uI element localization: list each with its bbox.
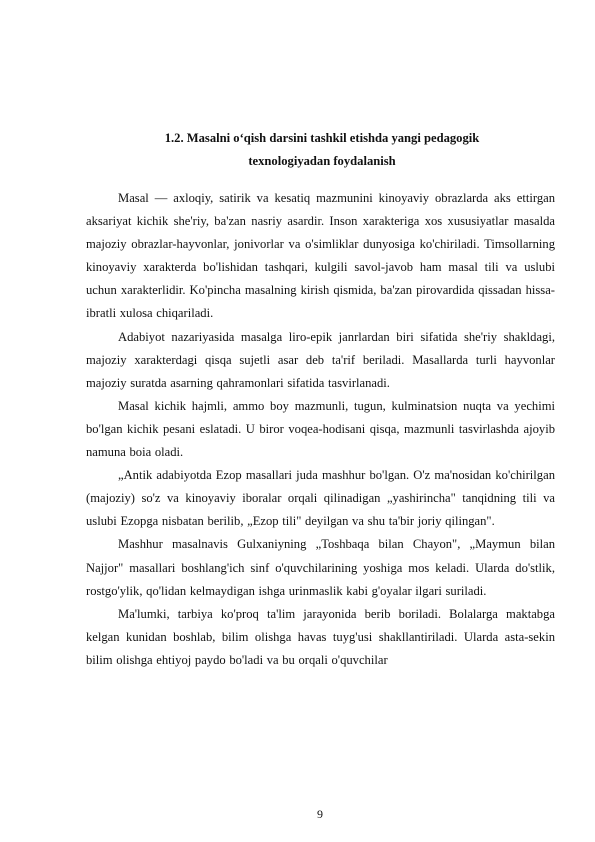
paragraph: Adabiyot nazariyasida masalga liro-epik janrlardan biri sifatida she'riy shakldagi, majoziy xarakterdagi qisqa sujetli asar deb ta'rif beriladi. Masallarda turli hayvonlar majoziy suratda asarning qahramonlari sifatida tasvirlanadi.: [86, 329, 555, 390]
paragraph: „Antik adabiyotda Ezop masallari juda mashhur bo'lgan. O'z ma'nosidan ko'chirilgan (majoziy) so'z va kinoyaviy iboralar orqali qilinadigan „yashirincha" tanqidning tili va uslubi Ezopga nisbatan berilib, „Ezop tili" deyilgan va shu ta'bir joriy qilingan".: [86, 468, 555, 529]
paragraph: Masal — axloqiy, satirik va kesatiq mazmunini kinoyaviy obrazlarda aks ettirgan aksariyat kichik she'riy, ba'zan nasriy asardir. Inson xarakteriga xos xususiyatlar masalda majoziy obrazlar-hayvonlar, jonivorlar va o'simliklar dunyosiga ko'chiriladi. Timsollarning kinoyaviy xarakterda bo'lishidan tashqari, kulgili savol-javob ham masal tili va uslubi uchun xarakterlidir. Ko'pincha masalning kirish qismida, ba'zan pirovardida qissadan hissa-ibratli xulosa chiqariladi.: [86, 191, 555, 321]
section-heading-line-1: 1.2. Masalni o‘qish darsini tashkil etishda yangi pedagogik: [164, 131, 480, 145]
paragraph: Masal kichik hajmli, ammo boy mazmunli, tugun, kulminatsion nuqta va yechimi bo'lgan kichik pesani eslatadi. U biror voqea-hodisani qisqa, mazmunli tasvirlashda ajoyib namuna boia oladi.: [86, 398, 555, 460]
body-text: [86, 187, 555, 672]
section-heading: [90, 127, 554, 173]
section-heading-line-2: texnologiyadan foydalanish: [248, 154, 396, 168]
page-number: 9: [317, 807, 323, 821]
paragraph: Ma'lumki, tarbiya ko'proq ta'lim jarayonida berib boriladi. Bolalarga maktabga kelgan kunidan boshlab, bilim olishga havas tuyg'usi shakllantiriladi. Ularda asta-sekin bilim olishga ehtiyoj paydo bo'ladi va bu orqali o'quvchilar: [86, 606, 555, 667]
paragraph: Mashhur masalnavis Gulxaniyning „Toshbaqa bilan Chayon", „Maymun bilan Najjor" masallari boshlang'ich sinf o'quvchilarining yoshiga mos keladi. Ularda do'stlik, rostgo'ylik, qo'lidan kelmaydigan ishga urinmaslik kabi g'oyalar ilgari suriladi.: [86, 537, 555, 598]
